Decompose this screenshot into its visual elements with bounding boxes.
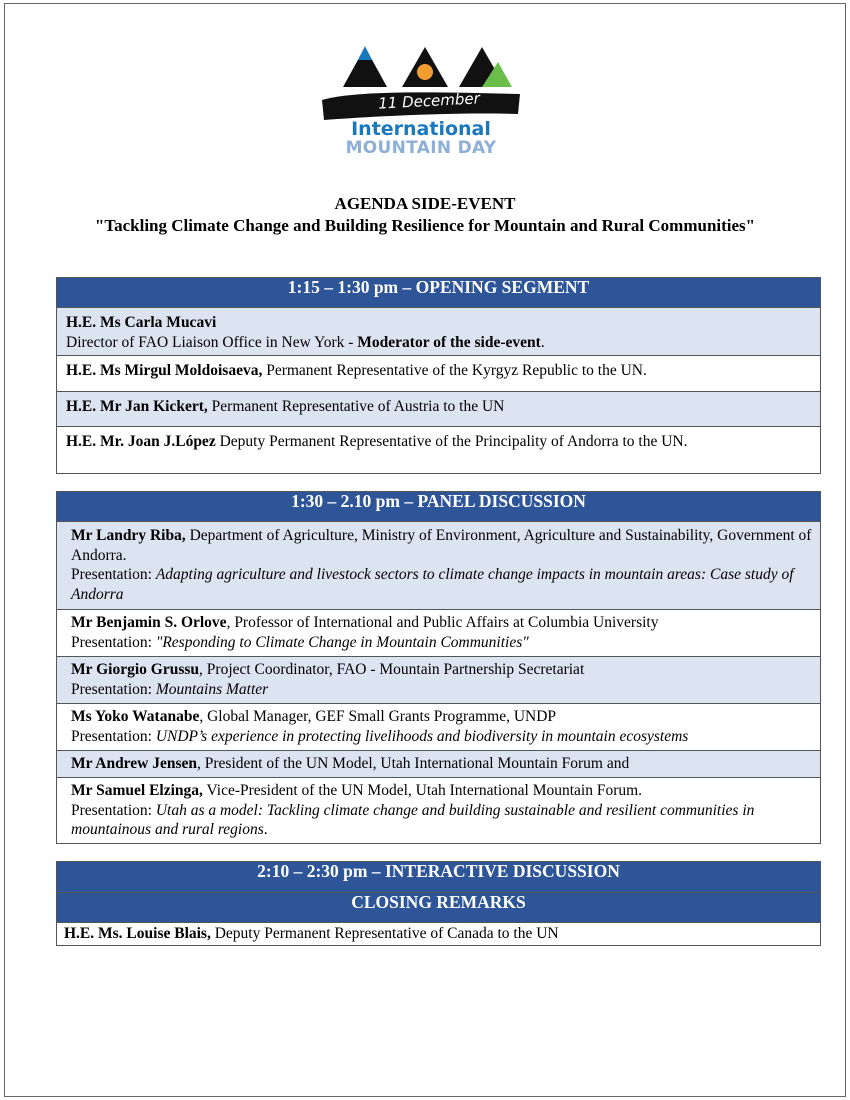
speaker-desc: Deputy Permanent Representative of Canada to the UN [210, 925, 559, 942]
speaker-name: Mr Giorgio Grussu [71, 661, 200, 678]
presentation-label: Presentation: [71, 633, 156, 651]
presentation-title: Mountains Matter [155, 680, 269, 698]
presentation-title: UNDP’s experience in protecting livelihoods and biodiversity in mountain ecosystems [155, 727, 689, 745]
presentation-label: Presentation: [71, 801, 156, 819]
presentation-label: Presentation: [71, 566, 156, 583]
speaker-name: H.E. Mr. Joan J.López [66, 433, 216, 450]
table-row [57, 356, 821, 392]
speaker-name: Mr Andrew Jensen [71, 755, 198, 772]
presentation-label: Presentation: [71, 680, 156, 698]
speaker-name: H.E. Ms Mirgul Moldoisaeva, [66, 362, 263, 379]
table-row [57, 778, 821, 844]
speaker-desc: Permanent Representative of Austria to the UN [207, 398, 505, 415]
table-row [57, 923, 821, 946]
speaker-desc: Director of FAO Liaison Office in New York - [66, 333, 358, 351]
speaker-name: H.E. Mr Jan Kickert, [66, 398, 208, 415]
speaker-name: Mr Samuel Elzinga, [71, 782, 203, 799]
speaker-desc: Permanent Representative of the Kyrgyz Republic to the UN. [262, 362, 647, 379]
speaker-role: Moderator of the side-event [357, 333, 541, 351]
table-row [57, 704, 821, 751]
speaker-name: H.E. Ms. Louise Blais, [64, 925, 211, 942]
speaker-desc: , Global Manager, GEF Small Grants Programme, UNDP [199, 708, 557, 725]
table-row [57, 392, 821, 427]
table-row [57, 308, 821, 356]
table-row [57, 610, 821, 657]
panel-header: 1:30 – 2.10 pm – PANEL DISCUSSION [57, 492, 821, 522]
speaker-desc: Department of Agriculture, Ministry of Environment, Agriculture and Sustainability, Government of Andorra. [71, 527, 812, 564]
presentation-title: Adapting agriculture and livestock sectors to climate change impacts in mountain areas: Case study of Andorra [71, 566, 794, 603]
speaker-desc: , Professor of International and Public Affairs at Columbia University [226, 614, 659, 631]
table-row [57, 657, 821, 704]
panel-discussion-table [56, 491, 821, 844]
closing-header-row [57, 893, 821, 923]
closing-header: CLOSING REMARKS [57, 893, 821, 923]
panel-header-row [57, 492, 821, 522]
speaker-desc: , President of the UN Model, Utah International Mountain Forum and [197, 755, 630, 772]
agenda-title: AGENDA SIDE-EVENT [334, 194, 516, 213]
speaker-desc: , Project Coordinator, FAO - Mountain Partnership Secretariat [199, 661, 585, 678]
speaker-name: Mr Landry Riba, [71, 527, 186, 544]
speaker-desc: Vice-President of the UN Model, Utah International Mountain Forum. [202, 782, 643, 799]
interactive-header-row [57, 862, 821, 893]
international-mountain-day-logo [318, 42, 524, 162]
interactive-discussion-table [56, 861, 821, 946]
speaker-name: Mr Benjamin S. Orlove [71, 614, 227, 631]
table-row [57, 522, 821, 610]
speaker-desc: Deputy Permanent Representative of the Principality of Andorra to the UN. [215, 433, 688, 450]
presentation-end: . [263, 821, 268, 838]
logo-international: International [351, 118, 491, 140]
interactive-header: 2:10 – 2:30 pm – INTERACTIVE DISCUSSION [57, 862, 821, 893]
presentation-label: Presentation: [71, 727, 156, 745]
presentation-title: Utah as a model: Tackling climate change and building sustainable and resilient communities in mountainous and rural regions [71, 801, 755, 838]
speaker-name: Ms Yoko Watanabe [71, 708, 200, 725]
table-row [57, 751, 821, 778]
presentation-title: "Responding to Climate Change in Mountain Communities" [155, 633, 529, 651]
opening-segment-table [56, 277, 821, 474]
speaker-name: H.E. Ms Carla Mucavi [66, 314, 217, 331]
logo-mountain-day: MOUNTAIN DAY [345, 138, 497, 158]
logo-date: 11 December [377, 89, 481, 113]
opening-header: 1:15 – 1:30 pm – OPENING SEGMENT [57, 278, 821, 308]
event-title: "Tackling Climate Change and Building Resilience for Mountain and Rural Communities" [94, 216, 756, 235]
table-row [57, 427, 821, 474]
speaker-desc-end: . [540, 333, 545, 351]
opening-header-row [57, 278, 821, 308]
